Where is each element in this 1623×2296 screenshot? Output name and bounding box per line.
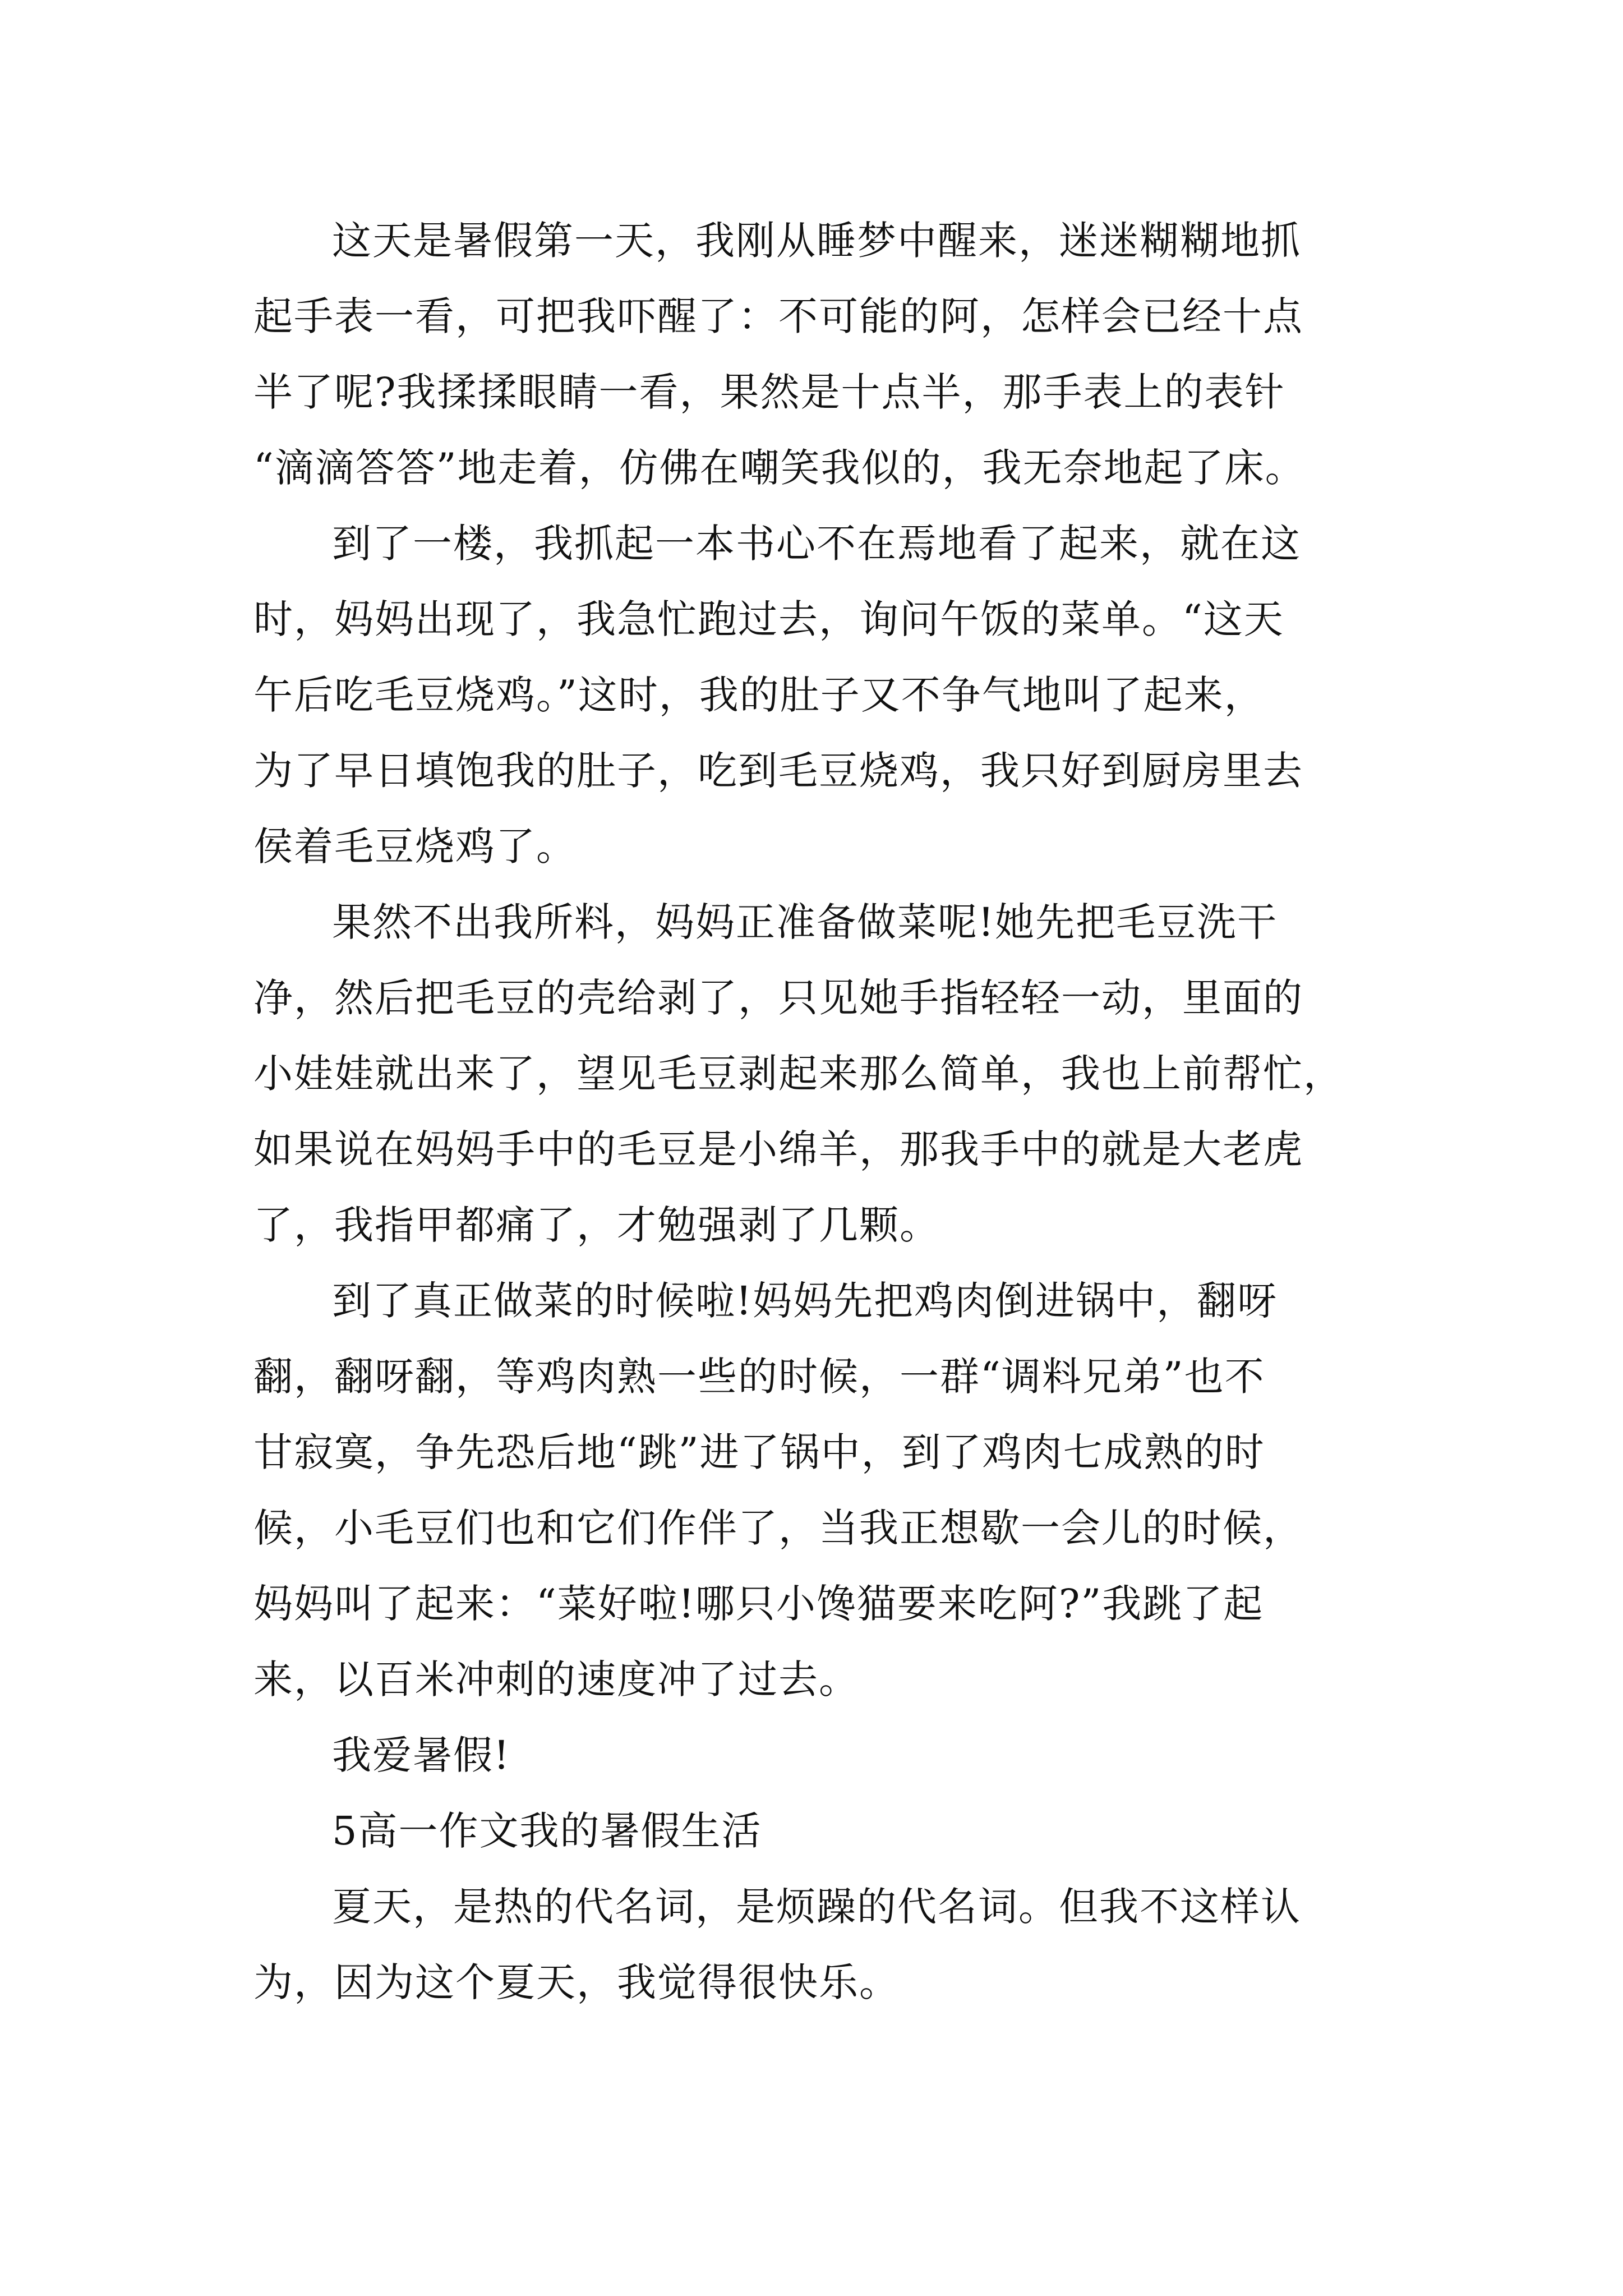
paragraph-line: 翻，翻呀翻，等鸡肉熟一些的时候，一群“调料兄弟”也不 — [253, 1354, 1265, 1400]
paragraph-2 — [253, 506, 1375, 885]
paragraph-4 — [253, 1263, 1375, 1718]
paragraph-6 — [253, 1869, 1375, 2021]
paragraph-line: 了，我指甲都痛了，才勉强剥了几颗。 — [253, 1202, 940, 1248]
paragraph-line: 我爱暑假! — [332, 1732, 511, 1778]
paragraph-line: 甘寂寞，争先恐后地“跳”进了锅中，到了鸡肉七成熟的时 — [253, 1429, 1265, 1475]
section-heading-text: 5高一作文我的暑假生活 — [332, 1808, 762, 1854]
paragraph-3 — [253, 885, 1375, 1263]
paragraph-5 — [253, 1718, 1375, 1793]
paragraph-line: 为，因为这个夏天，我觉得很快乐。 — [253, 1959, 900, 2005]
paragraph-line: 到了真正做菜的时候啦!妈妈先把鸡肉倒进锅中，翻呀 — [332, 1278, 1278, 1324]
paragraph-line: 到了一楼，我抓起一本书心不在焉地看了起来，就在这 — [332, 521, 1301, 567]
paragraph-line: 为了早日填饱我的肚子，吃到毛豆烧鸡，我只好到厨房里去 — [253, 748, 1303, 794]
paragraph-line: 净，然后把毛豆的壳给剥了，只见她手指轻轻一动，里面的 — [253, 975, 1303, 1021]
document-body — [253, 203, 1375, 2021]
paragraph-line: 半了呢?我揉揉眼睛一看，果然是十点半，那手表上的表针 — [253, 369, 1285, 415]
paragraph-line: 夏天，是热的代名词，是烦躁的代名词。但我不这样认 — [332, 1884, 1301, 1930]
paragraph-line: 午后吃毛豆烧鸡。”这时，我的肚子又不争气地叫了起来， — [253, 672, 1265, 718]
paragraph-line: 妈妈叫了起来：“菜好啦!哪只小馋猫要来吃阿?”我跳了起 — [253, 1581, 1264, 1627]
paragraph-line: 时，妈妈出现了，我急忙跑过去，询问午饭的菜单。“这天 — [253, 596, 1284, 642]
section-heading — [253, 1793, 1375, 1869]
paragraph-line: “滴滴答答”地走着，仿佛在嘲笑我似的，我无奈地起了床。 — [253, 445, 1306, 491]
paragraph-line: 这天是暑假第一天，我刚从睡梦中醒来，迷迷糊糊地抓 — [332, 218, 1301, 264]
paragraph-1 — [253, 203, 1375, 506]
paragraph-line: 小娃娃就出来了，望见毛豆剥起来那么简单，我也上前帮忙， — [253, 1051, 1344, 1097]
paragraph-line: 起手表一看，可把我吓醒了：不可能的阿，怎样会已经十点 — [253, 293, 1303, 339]
paragraph-line: 果然不出我所料，妈妈正准备做菜呢!她先把毛豆洗干 — [332, 899, 1278, 945]
paragraph-line: 候，小毛豆们也和它们作伴了，当我正想歇一会儿的时候， — [253, 1505, 1303, 1551]
paragraph-line: 来，以百米冲刺的速度冲了过去。 — [253, 1657, 859, 1703]
paragraph-line: 侯着毛豆烧鸡了。 — [253, 823, 577, 869]
paragraph-line: 如果说在妈妈手中的毛豆是小绵羊，那我手中的就是大老虎 — [253, 1126, 1303, 1172]
